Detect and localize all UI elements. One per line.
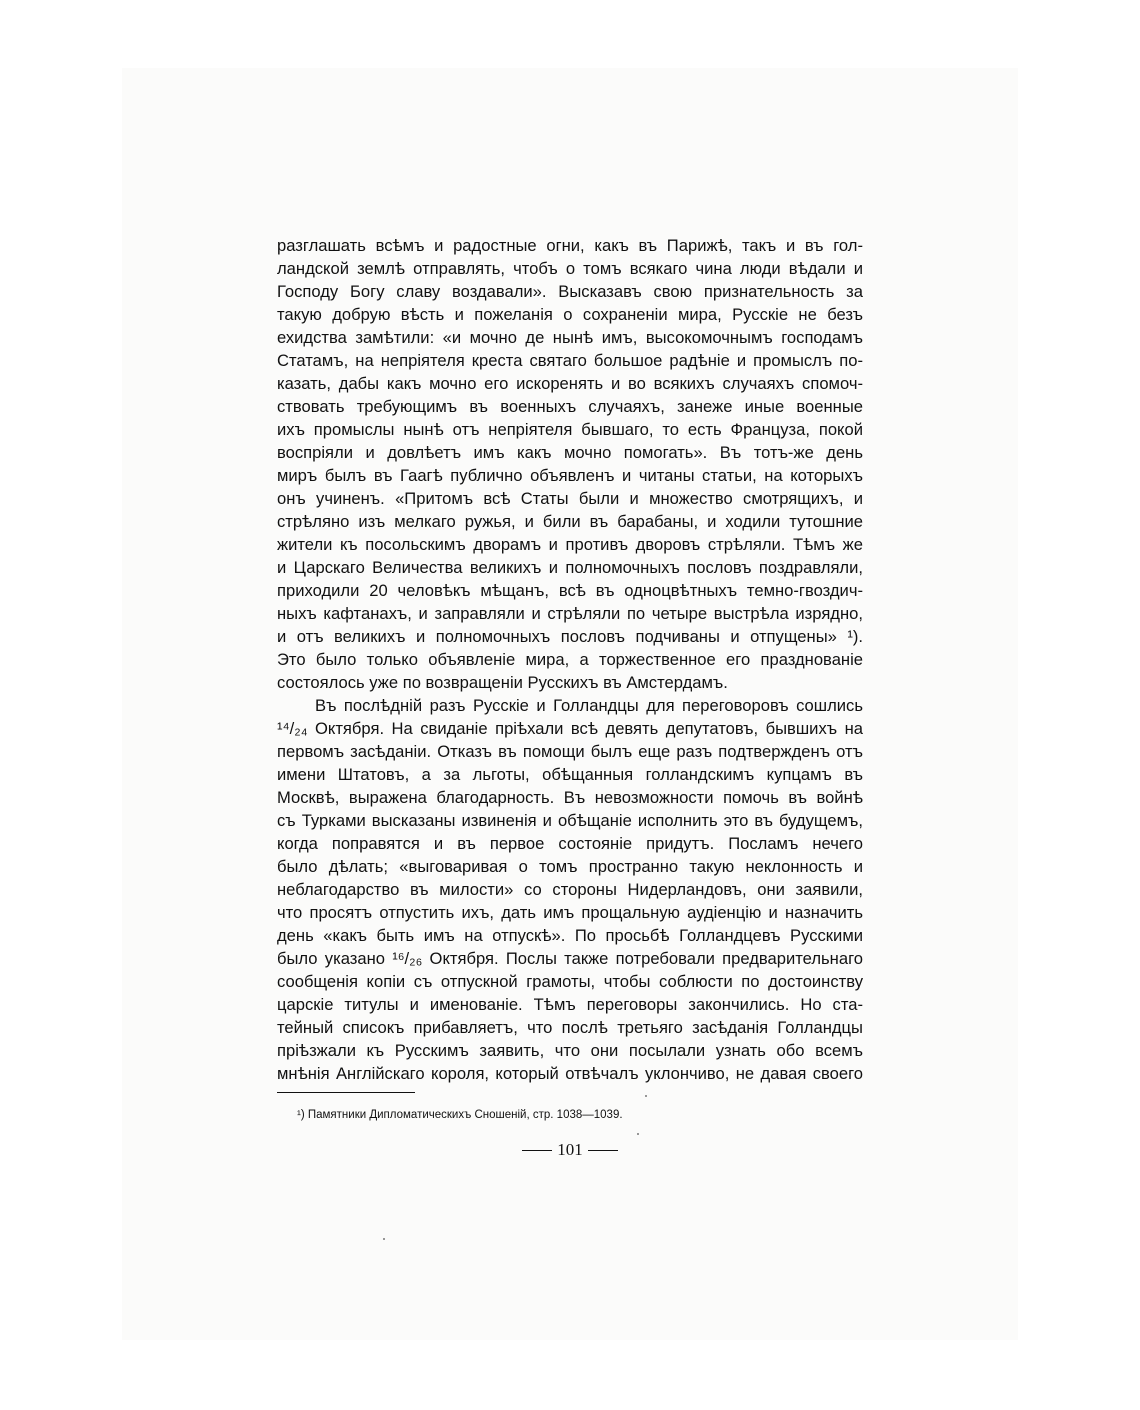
text-line-1: разглашать всѣмъ и радостные огни, какъ въ Парижѣ, такъ и въ гол- xyxy=(277,236,863,255)
page-number: 101 xyxy=(557,1140,583,1159)
page-number-block xyxy=(510,1139,630,1161)
text-line-11: миръ былъ въ Гаагѣ публично объявленъ и читаны статьи, на которыхъ xyxy=(277,466,863,485)
text-line-20: состоялось уже по возвращеніи Русскихъ въ Амстердамъ. xyxy=(277,673,728,692)
text-line-6: Статамъ, на непріятеля креста святаго большое радѣніе и промыслъ по- xyxy=(277,351,863,370)
text-line-29: неблагодарство въ милости» со стороны Нидерландовъ, они заявили, xyxy=(277,880,863,899)
text-line-28: было дѣлать; «выговаривая о томъ пространно такую неклонность и xyxy=(277,857,863,876)
text-line-18: и отъ великихъ и полномочныхъ пословъ подчиваны и отпущены» ¹). xyxy=(277,627,863,646)
footnote-separator xyxy=(277,1092,415,1093)
text-line-24: имени Штатовъ, а за льготы, обѣщанныя голландскимъ купцамъ въ xyxy=(277,765,863,784)
scan-speck xyxy=(637,1133,639,1135)
text-line-15: и Царскаго Величества великихъ и полномочныхъ пословъ поздравляли, xyxy=(277,558,863,577)
text-line-22: ¹⁴/₂₄ Октября. На свиданіе пріѣхали всѣ девять депутатовъ, бывшихъ на xyxy=(277,719,863,738)
text-line-34: царскіе титулы и именованіе. Тѣмъ переговоры закончились. Но ста- xyxy=(277,995,863,1014)
text-line-30: что просятъ отпустить ихъ, дать имъ прощальную аудіенцію и назначить xyxy=(277,903,863,922)
text-line-10: воспріяли и довлѣетъ имъ какъ мочно помогать». Въ тотъ-же день xyxy=(277,443,863,462)
text-line-27: когда поправятся и въ первое состояніе придутъ. Посламъ нечего xyxy=(277,834,863,853)
text-line-35: тейный списокъ прибавляетъ, что послѣ третьяго засѣданія Голландцы xyxy=(277,1018,863,1037)
text-line-17: ныхъ кафтанахъ, и заправляли и стрѣляли по четыре выстрѣла изрядно, xyxy=(277,604,863,623)
text-line-9: ихъ промыслы нынѣ отъ непріятеля бывшаго, то есть Француза, покой xyxy=(277,420,863,439)
text-line-3: Господу Богу славу воздавали». Высказавъ свою признательность за xyxy=(277,282,863,301)
text-line-37: мнѣнія Англійскаго короля, который отвѣчалъ уклончиво, не давая своего xyxy=(277,1064,863,1083)
text-line-12: онъ учиненъ. «Притомъ всѣ Статы были и множество смотрящихъ, и xyxy=(277,489,863,508)
text-line-5: ехидства замѣтили: «и мочно де нынѣ имъ, высокомочнымъ господамъ xyxy=(277,328,863,347)
text-line-19: Это было только объявленіе мира, а торжественное его празднованіе xyxy=(277,650,863,669)
page-number-dash-right xyxy=(588,1150,618,1151)
text-line-4: такую добрую вѣсть и пожеланія о сохраненіи мира, Русскіе не безъ xyxy=(277,305,863,324)
scan-speck xyxy=(645,1095,647,1097)
text-line-14: жители къ посольскимъ дворамъ и противъ дворовъ стрѣляли. Тѣмъ же xyxy=(277,535,863,554)
text-line-26: съ Турками высказаны извиненія и обѣщаніе исполнить это въ будущемъ, xyxy=(277,811,863,830)
scan-speck xyxy=(383,1238,385,1240)
body-text xyxy=(277,234,863,1085)
page-body xyxy=(277,234,863,1085)
text-line-2: ландской землѣ отправлять, чтобъ о томъ всякаго чина люди вѣдали и xyxy=(277,259,863,278)
text-line-36: пріѣзжали къ Русскимъ заявить, что они посылали узнать обо всемъ xyxy=(277,1041,863,1060)
text-line-8: ствовать требующимъ въ военныхъ случаяхъ, занеже иные военные xyxy=(277,397,863,416)
text-line-33: сообщенія копіи съ отпускной грамоты, чтобы соблюсти по достоинству xyxy=(277,972,863,991)
text-line-25: Москвѣ, выражена благодарность. Въ невозможности помочь въ войнѣ xyxy=(277,788,863,807)
text-line-23: первомъ засѣданіи. Отказъ въ помощи былъ еще разъ подтвержденъ отъ xyxy=(277,742,863,761)
text-line-16: приходили 20 человѣкъ мѣщанъ, всѣ въ одноцвѣтныхъ темно-гвоздич- xyxy=(277,581,863,600)
text-line-13: стрѣляно изъ мелкаго ружья, и били въ барабаны, и ходили тутошние xyxy=(277,512,863,531)
text-line-7: казать, дабы какъ мочно его искоренять и во всякихъ случаяхъ спомоч- xyxy=(277,374,863,393)
text-line-21: Въ послѣдній разъ Русскіе и Голландцы для переговоровъ сошлись xyxy=(315,696,863,715)
page-number-dash-left xyxy=(522,1150,552,1151)
text-line-32: было указано ¹⁶/₂₆ Октября. Послы также потребовали предварительнаго xyxy=(277,949,863,968)
footnote: ¹) Памятники Дипломатическихъ Сношеній, стр. 1038—1039. xyxy=(297,1109,623,1121)
text-line-31: день «какъ быть имъ на отпускѣ». По просьбѣ Голландцевъ Русскими xyxy=(277,926,863,945)
